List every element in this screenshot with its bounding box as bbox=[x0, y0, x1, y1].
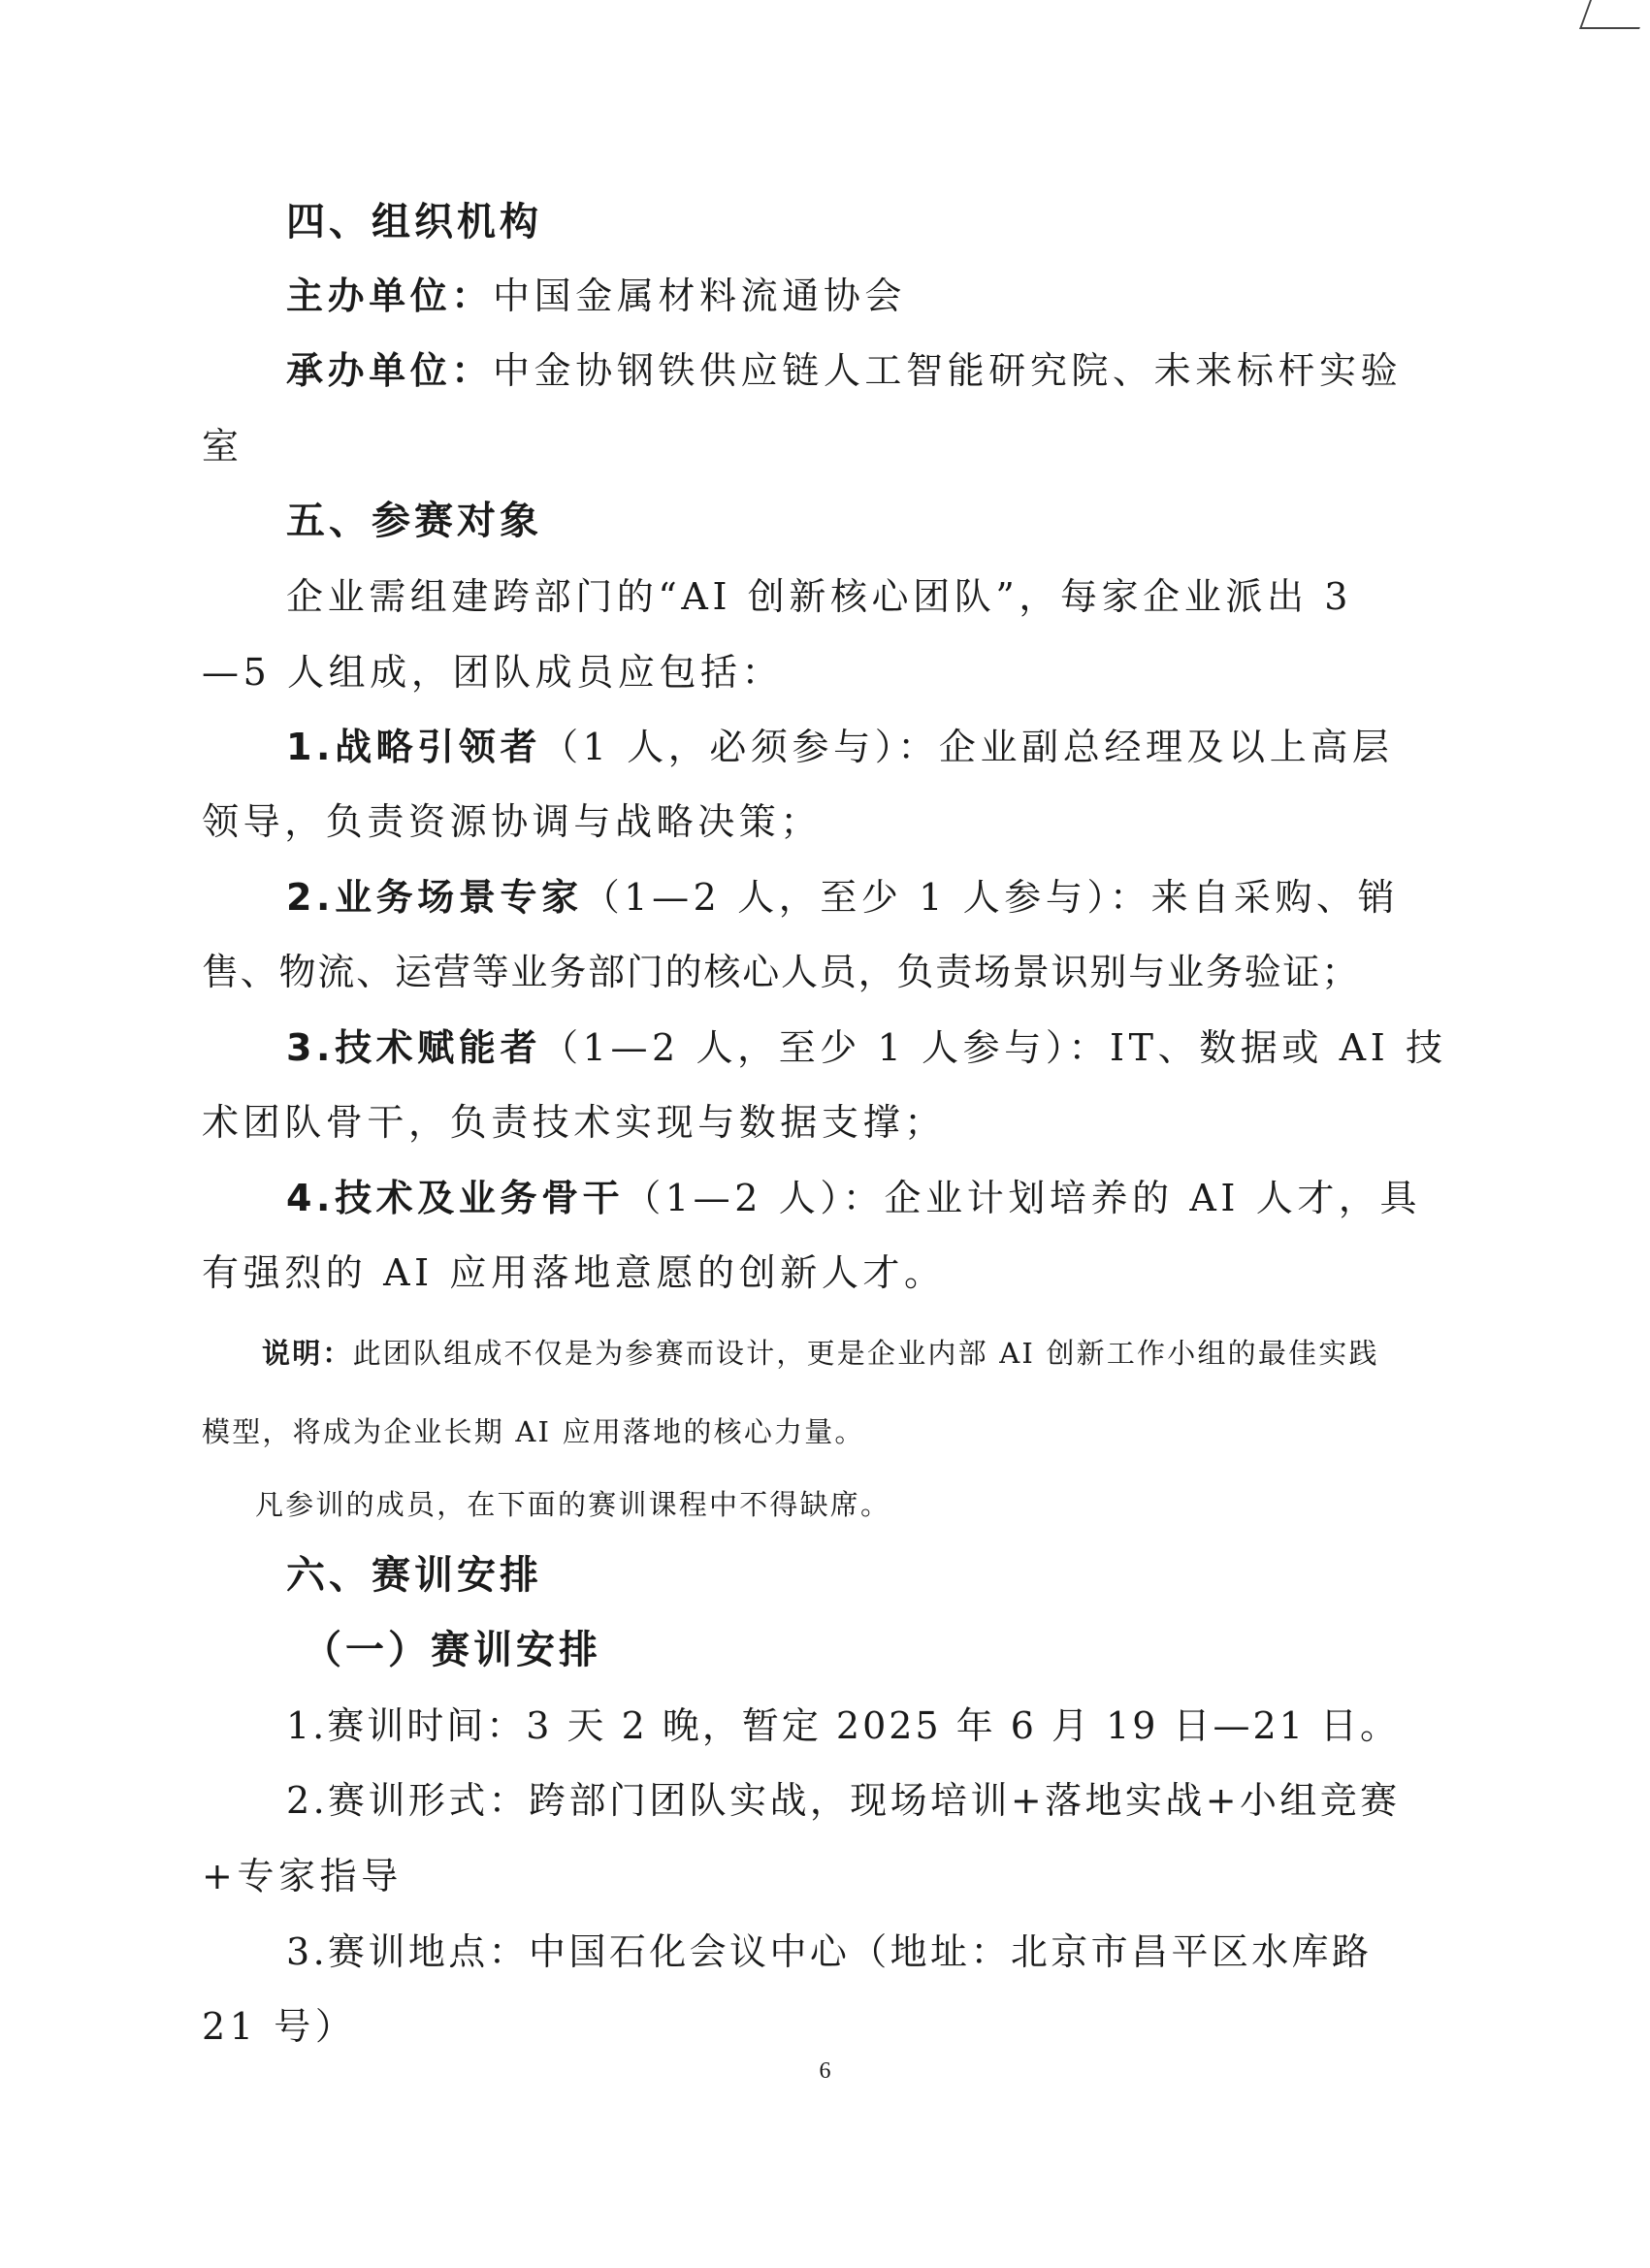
page-number: 6 bbox=[819, 2058, 831, 2084]
role-2-text: （1—2 人，至少 1 人参与）：来自采购、销 bbox=[582, 876, 1400, 919]
role-3-title: 3.技术赋能者 bbox=[286, 1026, 542, 1069]
role-3-line-cont: 术团队骨干，负责技术实现与数据支撑； bbox=[202, 1101, 946, 1144]
scan-edge-mark bbox=[1579, 0, 1650, 29]
subsection-1-heading: （一）赛训安排 bbox=[303, 1628, 601, 1672]
role-1-line-cont: 领导，负责资源协调与战略决策； bbox=[202, 800, 823, 843]
intro-line-2: —5 人组成，团队成员应包括： bbox=[202, 651, 784, 694]
role-2-title: 2.业务场景专家 bbox=[286, 876, 583, 919]
note-label: 说明： bbox=[262, 1337, 353, 1370]
attendance-note: 凡参训的成员，在下面的赛训课程中不得缺席。 bbox=[255, 1488, 891, 1521]
role-1-text: （1 人，必须参与）：企业副总经理及以上高层 bbox=[541, 726, 1394, 768]
item-2: 2.赛训形式：跨部门团队实战，现场培训+落地实战+小组竞赛 bbox=[286, 1779, 1401, 1822]
item-2-cont: +专家指导 bbox=[202, 1855, 403, 1897]
item-1: 1.赛训时间：3 天 2 晚，暂定 2025 年 6 月 19 日—21 日。 bbox=[286, 1704, 1400, 1747]
role-1-title: 1.战略引领者 bbox=[286, 726, 542, 768]
organizer-label: 承办单位： bbox=[286, 349, 494, 392]
note-line-cont: 模型，将成为企业长期 AI 应用落地的核心力量。 bbox=[202, 1415, 865, 1448]
role-4-line bbox=[286, 1175, 1421, 1221]
item-3-cont: 21 号） bbox=[202, 2005, 357, 2048]
organizer-value: 中金协钢铁供应链人工智能研究院、未来标杆实验 bbox=[493, 349, 1403, 392]
intro-line-1: 企业需组建跨部门的“AI 创新核心团队”，每家企业派出 3 bbox=[286, 575, 1353, 618]
role-4-title: 4.技术及业务骨干 bbox=[286, 1177, 625, 1219]
role-3-line bbox=[286, 1024, 1447, 1071]
note-text: 此团队组成不仅是为参赛而设计，更是企业内部 AI 创新工作小组的最佳实践 bbox=[352, 1337, 1379, 1370]
section-6-heading: 六、赛训安排 bbox=[286, 1553, 542, 1598]
role-4-line-cont: 有强烈的 AI 应用落地意愿的创新人才。 bbox=[202, 1251, 946, 1294]
host-label: 主办单位： bbox=[286, 275, 494, 317]
organizer-line-cont: 室 bbox=[202, 425, 243, 468]
note-line bbox=[262, 1334, 1379, 1373]
section-5-heading: 五、参赛对象 bbox=[286, 499, 542, 543]
organizer-line bbox=[286, 347, 1402, 394]
role-2-line bbox=[286, 874, 1399, 921]
role-1-line bbox=[286, 724, 1394, 770]
role-4-text: （1—2 人）：企业计划培养的 AI 人才，具 bbox=[624, 1177, 1422, 1219]
host-value: 中国金属材料流通协会 bbox=[493, 275, 907, 317]
item-3: 3.赛训地点：中国石化会议中心（地址：北京市昌平区水库路 bbox=[286, 1930, 1373, 1973]
role-3-text: （1—2 人，至少 1 人参与）：IT、数据或 AI 技 bbox=[541, 1026, 1447, 1069]
section-4-heading: 四、组织机构 bbox=[286, 200, 542, 244]
role-2-line-cont: 售、物流、运营等业务部门的核心人员，负责场景识别与业务验证； bbox=[202, 951, 1361, 993]
host-line bbox=[286, 273, 906, 319]
